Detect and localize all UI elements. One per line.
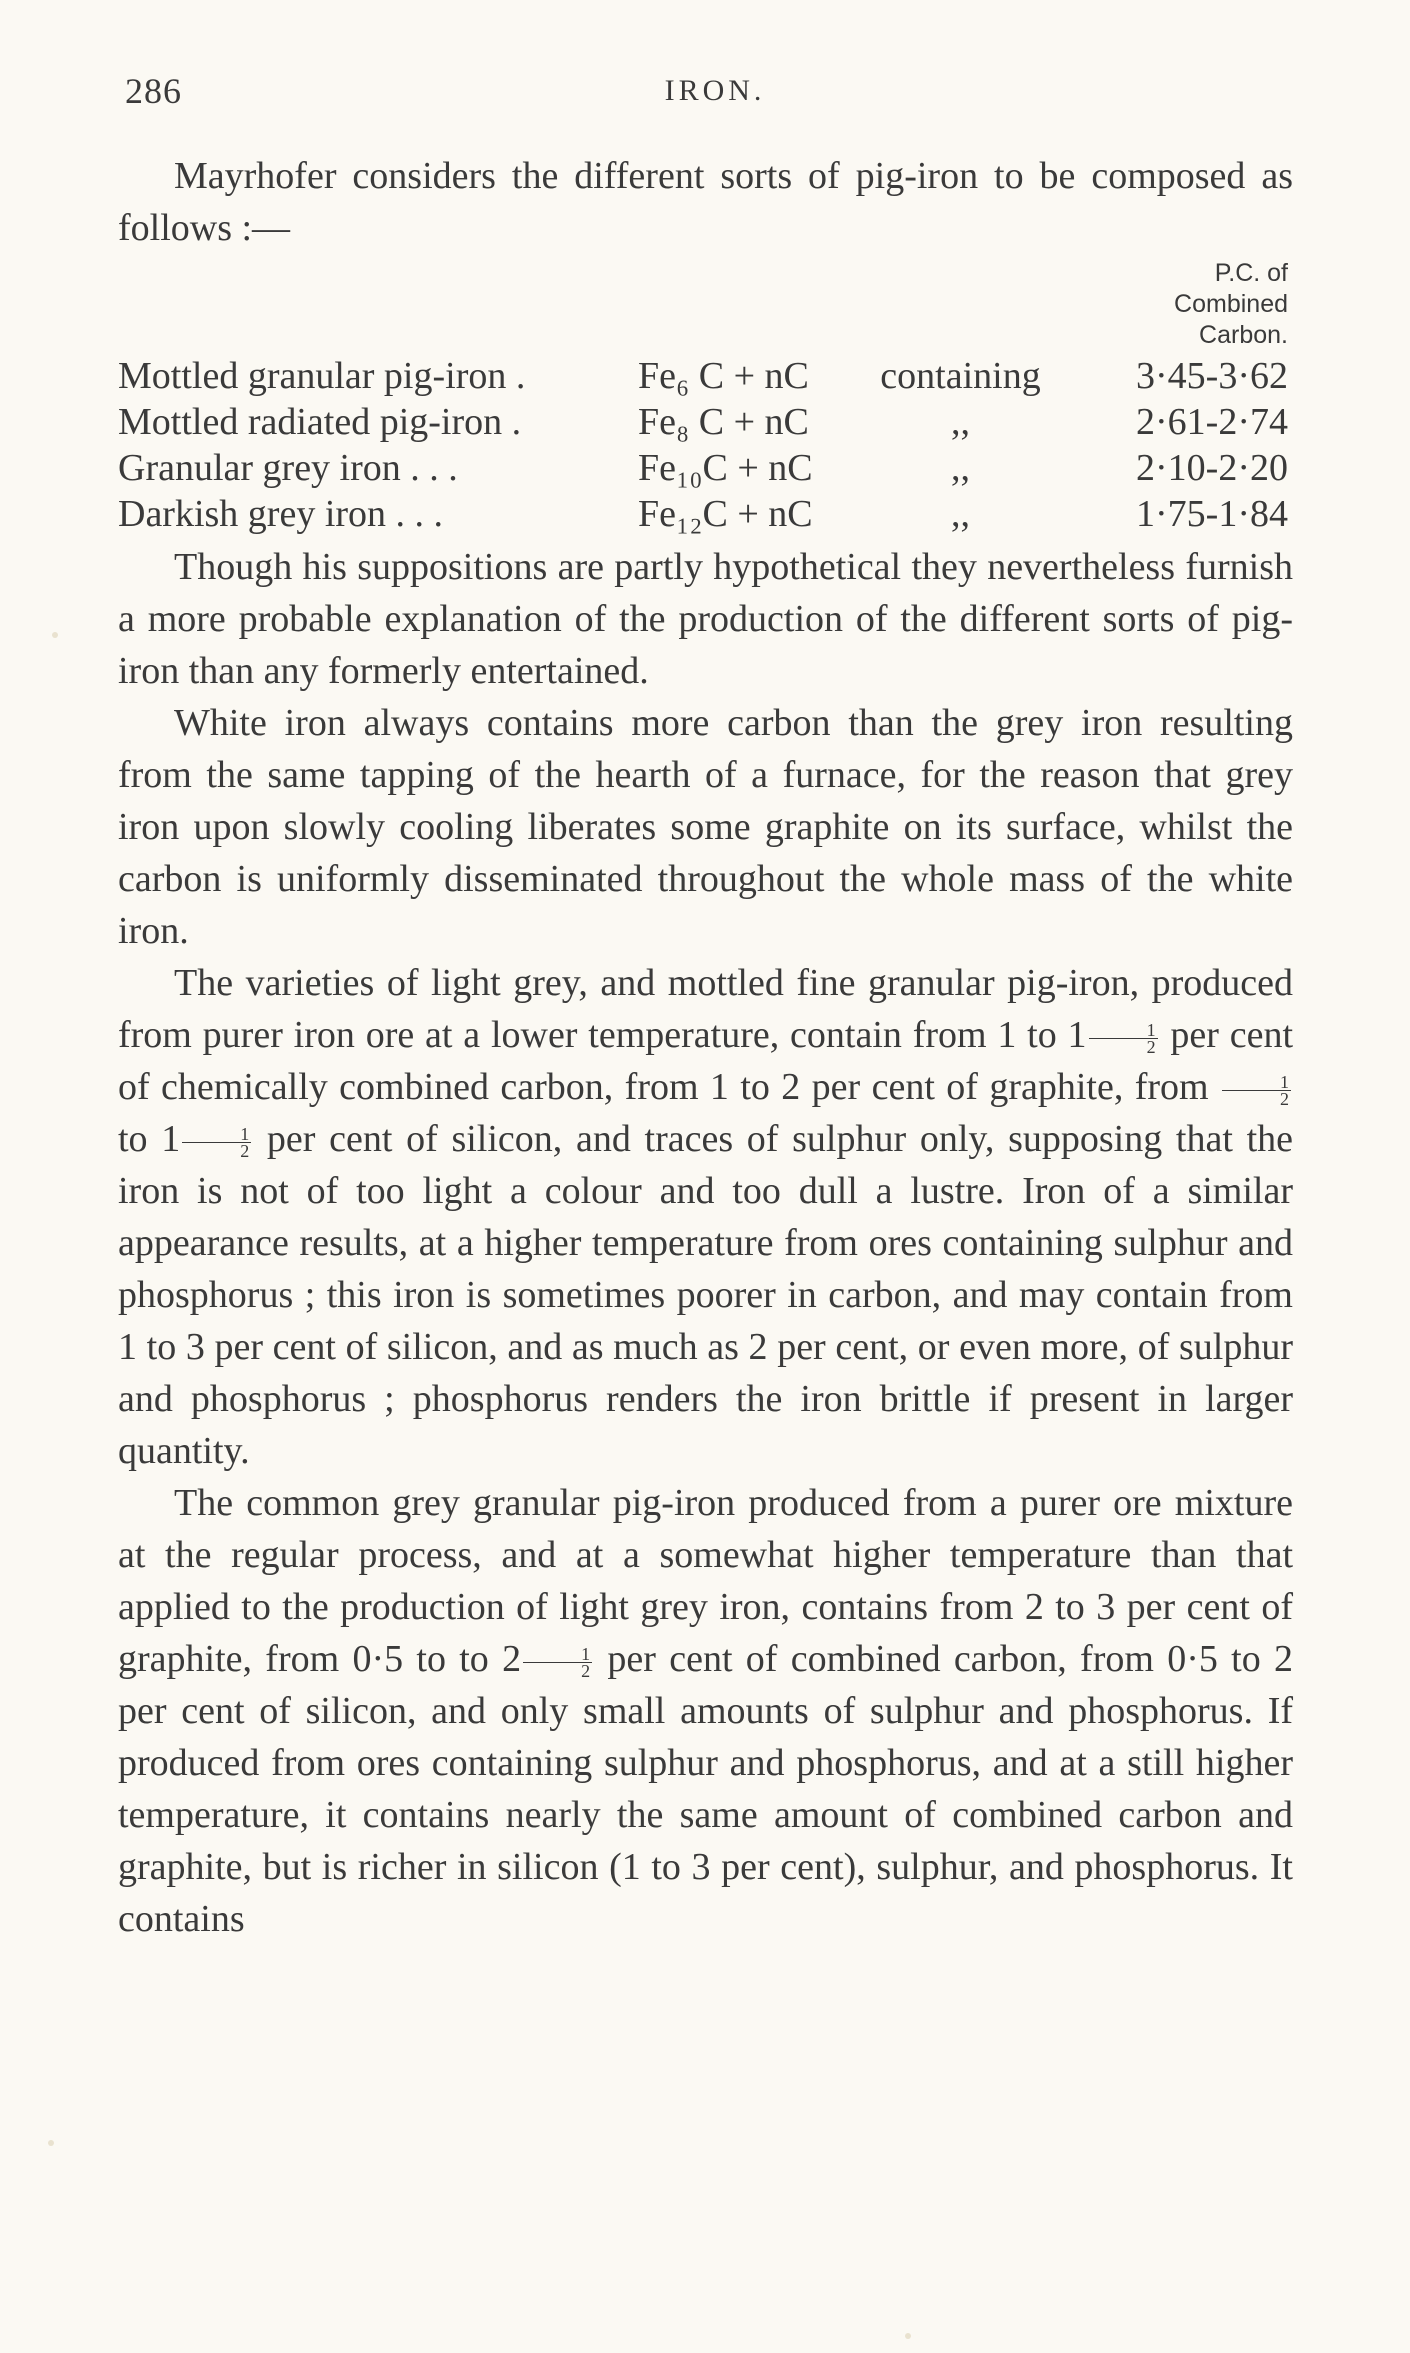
relation: ,, <box>951 401 970 443</box>
formula: Fe₆ C + nC <box>638 355 809 397</box>
table-column-header <box>118 258 1288 351</box>
carbon-value: 2·10-2·20 <box>1136 447 1288 489</box>
fraction-numerator: 1 <box>523 1646 592 1663</box>
paragraph-suppositions: Though his suppositions are partly hypothetical they nevertheless furnish a more probable explanation of the production of the different sorts of pig-iron than any formerly entertained. <box>118 546 1293 692</box>
text-run: to 1 <box>118 1118 181 1160</box>
fraction-one-half <box>523 1643 592 1681</box>
fraction-numerator: 1 <box>1089 1022 1158 1039</box>
running-head: IRON. <box>664 74 766 107</box>
fraction-one-half <box>1089 1019 1158 1057</box>
fraction-denominator: 2 <box>1146 1036 1156 1057</box>
carbon-value: 2·61-2·74 <box>1136 401 1288 443</box>
iron-type: Darkish grey iron . . . <box>118 493 444 535</box>
fraction-numerator: 1 <box>1222 1074 1291 1091</box>
table-row <box>118 399 1293 445</box>
page-number: 286 <box>125 71 182 111</box>
iron-type: Granular grey iron . . . <box>118 447 458 489</box>
paper-speck <box>48 2140 54 2146</box>
iron-type: Mottled granular pig-iron . <box>118 355 526 397</box>
composition-table <box>118 353 1293 537</box>
page-body <box>118 150 1293 1945</box>
column-header-line: P.C. of <box>1214 259 1288 287</box>
column-header-line: Carbon. <box>1199 321 1288 349</box>
page-header <box>125 70 1305 116</box>
fraction-one-half <box>1222 1071 1291 1109</box>
text-run: per cent of chemically combined carbon, from 1 to 2 per cent of graphite, from <box>118 1014 1293 1108</box>
intro-paragraph: Mayrhofer considers the different sorts of pig-iron to be composed as follows :— <box>118 155 1293 249</box>
carbon-value: 1·75-1·84 <box>1136 493 1288 535</box>
table-row <box>118 445 1293 491</box>
table-row <box>118 491 1293 537</box>
relation: ,, <box>951 493 970 535</box>
table-row <box>118 353 1293 399</box>
column-header-line: Combined <box>1174 290 1288 318</box>
relation: containing <box>880 355 1041 397</box>
formula: Fe₈ C + nC <box>638 401 809 443</box>
relation: ,, <box>951 447 970 489</box>
formula: Fe₁₂C + nC <box>638 493 813 535</box>
paragraph-common-grey <box>118 1477 1293 1945</box>
paragraph-light-grey <box>118 957 1293 1477</box>
paper-speck <box>905 2333 911 2339</box>
fraction-denominator: 2 <box>581 1660 591 1681</box>
fraction-one-half <box>182 1123 251 1161</box>
text-run: per cent of combined carbon, from 0·5 to 2 per cent of silicon, and only small amounts of sulphur and phosphorus. If produced from ores containing sulphur and phosphorus, and at a still higher temperature, it contains nearly the same amount of combined carbon and graphite, but is richer in silicon (1 to 3 per cent), sulphur, and phosphorus. It contains <box>118 1638 1294 1940</box>
formula: Fe₁₀C + nC <box>638 447 813 489</box>
text-run: The varieties of light grey, and mottled fine granular pig-iron, produced from purer iron ore at a lower temperature, contain from 1 to 1 <box>118 962 1293 1056</box>
fraction-numerator: 1 <box>182 1126 251 1143</box>
iron-type: Mottled radiated pig-iron . <box>118 401 522 443</box>
paragraph-white-iron: White iron always contains more carbon than the grey iron resulting from the same tapping of the hearth of a furnace, for the reason that grey iron upon slowly cooling liberates some graphite on its surface, whilst the carbon is uniformly disseminated throughout the whole mass of the white iron. <box>118 702 1293 952</box>
carbon-value: 3·45-3·62 <box>1136 355 1288 397</box>
fraction-denominator: 2 <box>1280 1088 1289 1109</box>
paper-speck <box>52 632 58 638</box>
text-run: The common grey granular pig-iron produced from a purer ore mixture at the regular process, and at a somewhat higher temperature than that applied to the production of light grey iron, contains from 2 to 3 per cent of graphite, from 0·5 to to 2 <box>118 1482 1293 1680</box>
fraction-denominator: 2 <box>240 1140 250 1161</box>
text-run: per cent of silicon, and traces of sulphur only, supposing that the iron is not of too light a colour and too dull a lustre. Iron of a similar appearance results, at a higher temperature from ores containing sulphur and phosphorus ; this iron is sometimes poorer in carbon, and may contain from 1 to 3 per cent of silicon, and as much as 2 per cent, or even more, of sulphur and phosphorus ; phosphorus renders the iron brittle if present in larger quantity. <box>118 1118 1293 1472</box>
